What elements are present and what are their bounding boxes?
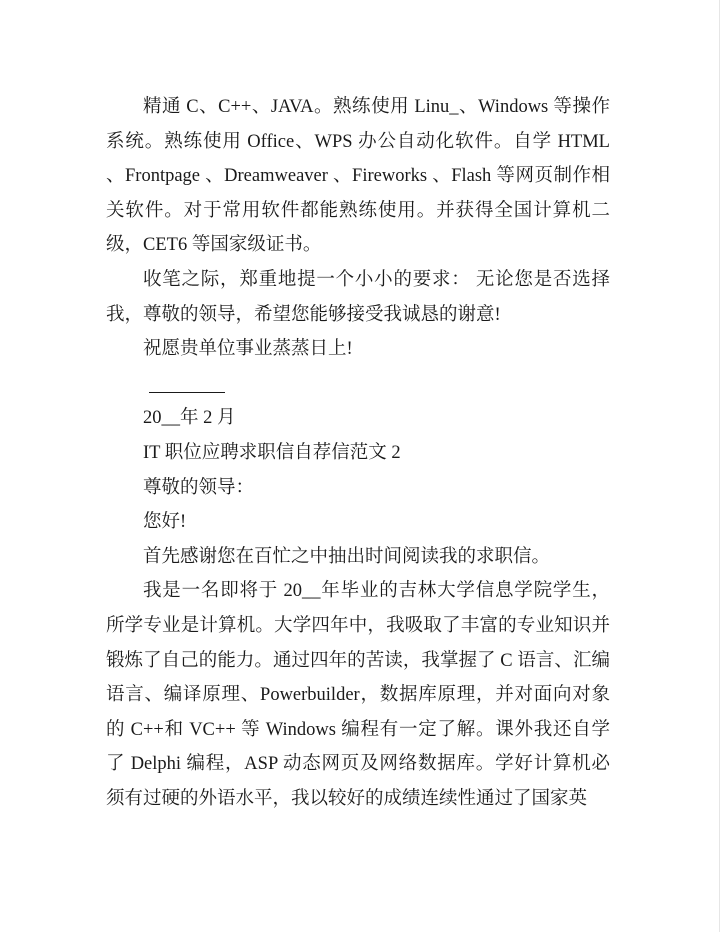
closing-request-paragraph: 收笔之际，郑重地提一个小小的要求： 无论您是否选择我，尊敬的领导，希望您能够接受我诚恳的谢意! xyxy=(106,269,610,325)
skills-paragraph: 精通 C、C++、JAVA。熟练使用 Linu_、Windows 等操作系统。熟练使用 Office、WPS 办公自动化软件。自学 HTML 、Frontpage 、Dreamweaver 、Fireworks 、Flash 等网页制作相关软件。对于常用软件都能熟练使用。并获得全国计算机二级，CET6 等国家级证书。 xyxy=(106,97,615,256)
greeting: 您好! xyxy=(143,512,187,533)
salutation: 尊敬的领导： xyxy=(143,477,255,498)
section-title: IT 职位应聘求职信自荐信范文 2 xyxy=(143,442,401,463)
opening-paragraph: 首先感谢您在百忙之中抽出时间阅读我的求职信。 xyxy=(143,546,551,567)
signature-blank-line xyxy=(149,367,225,402)
document-body xyxy=(106,90,615,816)
date-line: 20__年 2 月 xyxy=(143,408,236,429)
body-paragraph: 我是一名即将于 20__年毕业的吉林大学信息学院学生，所学专业是计算机。大学四年中，我吸取了丰富的专业知识并锻炼了自己的能力。通过四年的苦读，我掌握了 C 语言、汇编语言、编译原理、Powerbuilder，数据库原理，并对面向对象的 C++和 VC++ 等 Windows 编程有一定了解。课外我还自学了 Delphi 编程，ASP 动态网页及网络数据库。学好计算机必须有过硬的外语水平，我以较好的成绩连续性通过了国家英 xyxy=(106,581,610,809)
blessing-paragraph: 祝愿贵单位事业蒸蒸日上! xyxy=(143,339,353,360)
